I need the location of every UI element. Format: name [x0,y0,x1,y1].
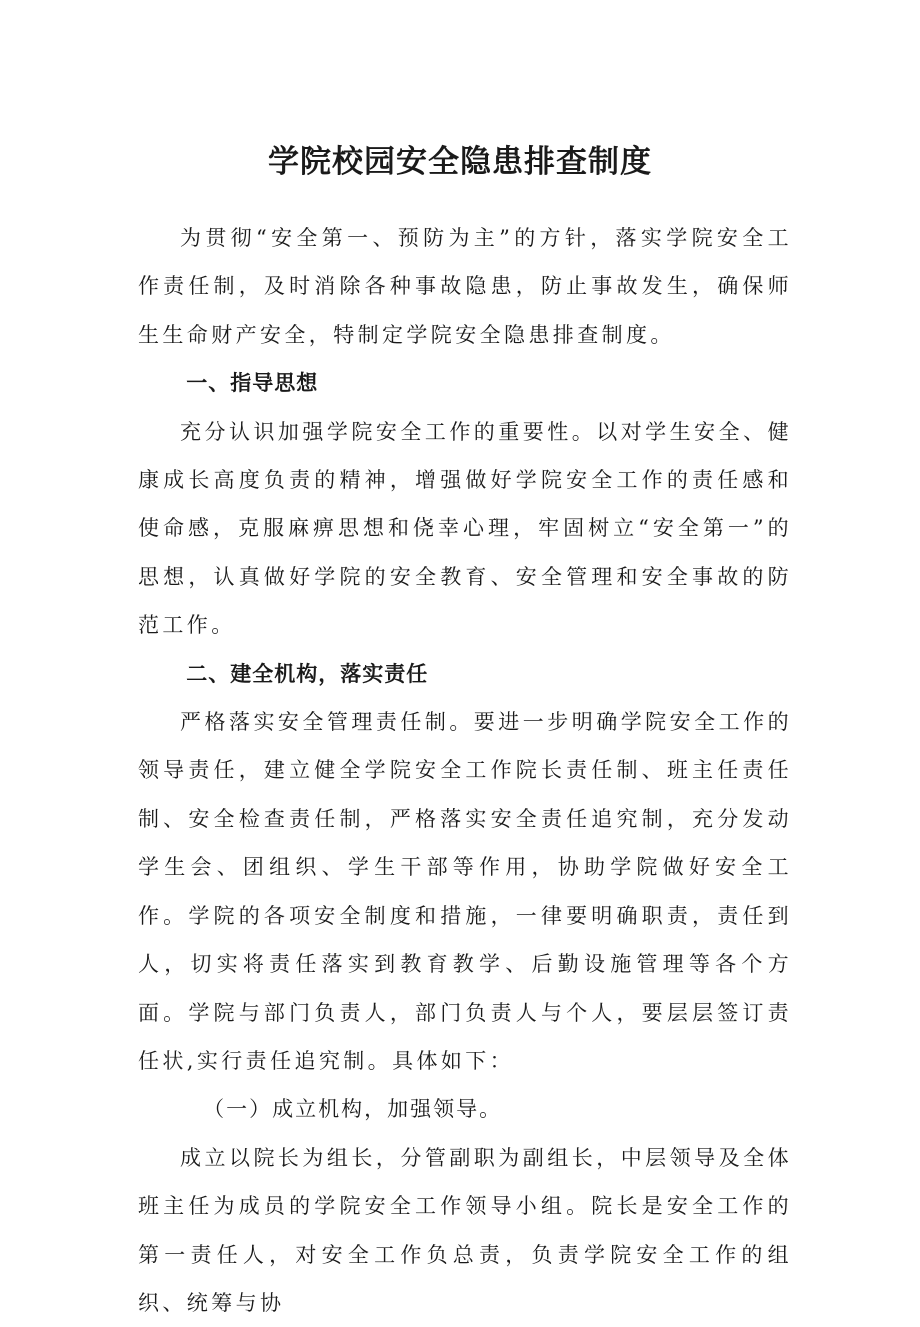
subsection-heading-establish-body: （一）成立机构，加强领导。 [203,1097,503,1122]
section-heading-organization: 二、建全机构，落实责任 [186,661,429,686]
document-title: 学院校园安全隐患排查制度 [268,144,652,180]
subsection-paragraph-establish-body: 成立以院长为组长，分管副职为副组长，中层领导及全体班主任为成员的学院安全工作领导小组。院长是安全工作的第一责任人，对安全工作负总责，负责学院安全工作的组织、统筹与协 [138,1145,792,1315]
section-heading-guiding-thought: 一、指导思想 [186,371,319,396]
section-paragraph-guiding-thought: 充分认识加强学院安全工作的重要性。以对学生安全、健康成长高度负责的精神，增强做好学院安全工作的责任感和使命感，克服麻痹思想和侥幸心理，牢固树立“安全第一”的思想，认真做好学院的安全教育、安全管理和安全事故的防范工作。 [138,419,792,638]
intro-paragraph: 为贯彻“安全第一、预防为主”的方针，落实学院安全工作责任制，及时消除各种事故隐患，防止事故发生，确保师生生命财产安全，特制定学院安全隐患排查制度。 [138,226,792,347]
document-body [138,214,792,1327]
section-paragraph-organization: 严格落实安全管理责任制。要进一步明确学院安全工作的领导责任，建立健全学院安全工作院长责任制、班主任责任制、安全检查责任制，严格落实安全责任追究制，充分发动学生会、团组织、学生干部等作用，协助学院做好安全工作。学院的各项安全制度和措施，一律要明确职责，责任到人，切实将责任落实到教育教学、后勤设施管理等各个方面。学院与部门负责人，部门负责人与个人，要层层签订责任状,实行责任追究制。具体如下： [138,710,792,1073]
